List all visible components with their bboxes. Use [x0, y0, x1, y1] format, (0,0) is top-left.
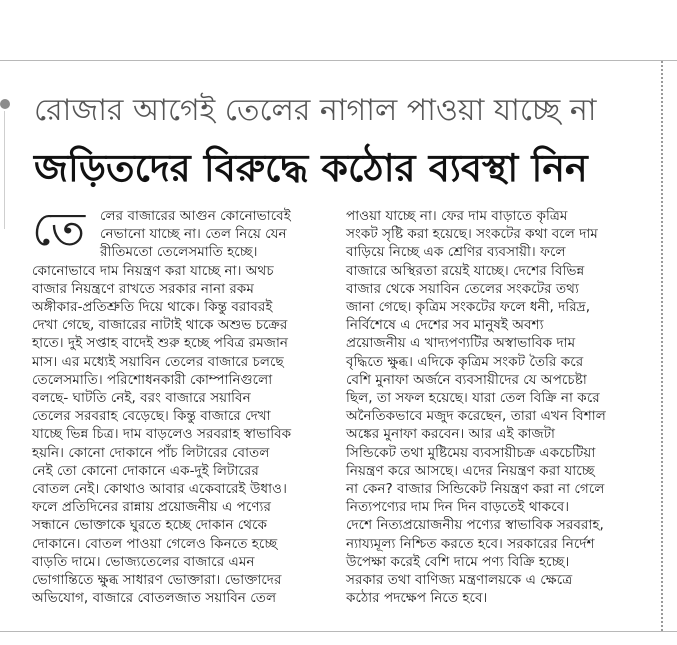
- text-line: বোতল নেই। কোথাও আবার একেবারেই উধাও।: [32, 481, 287, 498]
- text-line: দোকানে। বোতল পাওয়া গেলেও কিনতে হচ্ছে: [32, 535, 278, 552]
- text-line: যাচ্ছে ভিন্ন চিত্র। দাম বাড়লেও সরবরাহ স্বাভাবিক: [32, 426, 292, 443]
- text-line: অঙ্গীকার-প্রতিশ্রুতি দিয়ে থাকে। কিন্তু বরাবরই: [32, 299, 273, 316]
- text-line: ছিল, তা সফল হয়েছে। যারা তেল বিক্রি না করে: [346, 390, 600, 407]
- text-line: বাজারে অস্থিরতা রয়েই যাচ্ছে। দেশের বিভিন্ন: [346, 262, 585, 279]
- text-line: বাড়িয়ে নিচ্ছে এক শ্রেণির ব্যবসায়ী। ফলে: [346, 244, 566, 261]
- kicker-headline: রোজার আগেই তেলের নাগাল পাওয়া যাচ্ছে না: [34, 93, 597, 128]
- text-line: দেখা গেছে, বাজারের নাটাই থাকে অশুভ চক্রের: [32, 317, 288, 334]
- text-line: লের বাজারের আগুন কোনোভাবেই: [100, 208, 291, 224]
- text-line: ন্যায্যমূল্য নিশ্চিত করতে হবে। সরকারের নির্দেশ: [346, 535, 595, 552]
- text-line: প্রয়োজনীয় এ খাদ্যপণ্যটির অস্বাভাবিক দাম: [346, 335, 576, 352]
- text-line: বাজার নিয়ন্ত্রণে রাখতে সরকার নানা রকম: [32, 280, 254, 297]
- text-line: সন্ধানে ভোক্তাকে ঘুরতে হচ্ছে দোকান থেকে: [32, 517, 268, 534]
- article-column-right: [346, 207, 646, 607]
- text-line: দেশে নিত্যপ্রয়োজনীয় পণ্যের স্বাভাবিক সরবরাহ,: [346, 517, 604, 534]
- text-line: সরকার তথা বাণিজ্য মন্ত্রণালয়কে এ ক্ষেত্রে: [346, 572, 573, 589]
- text-line: মাস। এর মধ্যেই সয়াবিন তেলের বাজারে চলছে: [32, 353, 284, 370]
- text-line: ভোগান্তিতে ক্ষুব্ধ সাধারণ ভোক্তারা। ভোক্তাদের: [32, 572, 282, 589]
- text-line: পাওয়া যাচ্ছে না। ফের দাম বাড়াতে কৃত্রিম: [346, 208, 568, 224]
- text-line: কোনোভাবে দাম নিয়ন্ত্রণ করা যাচ্ছে না। অথচ: [32, 262, 274, 279]
- bullet-dot-icon: [0, 99, 10, 109]
- text-line: হাতে। দুই সপ্তাহ বাদেই শুরু হচ্ছে পবিত্র রমজান: [32, 335, 289, 352]
- text-line: ফলে প্রতিদিনের রান্নায় প্রয়োজনীয় এ পণ্যের: [32, 499, 271, 516]
- clipping-right-border: [661, 61, 663, 631]
- text-line: রীতিমতো তেলেসমাতি হচ্ছে।: [100, 244, 258, 261]
- text-line: নিত্যপণ্যের দাম দিন দিন বাড়তেই থাকবে।: [346, 499, 570, 516]
- text-line: সংকট সৃষ্টি করা হয়েছে। সংকটের কথা বলে দাম: [346, 226, 598, 243]
- text-line: অঙ্কের মুনাফা করবেন। আর এই কাজটা: [346, 426, 555, 443]
- text-line: বাজার থেকে সয়াবিন তেলের সংকটের তথ্য: [346, 280, 579, 297]
- text-line: নেই তো কোনো দোকানে এক-দুই লিটারের: [32, 462, 259, 479]
- text-line: অভিযোগ, বাজারে বোতলজাত সয়াবিন তেল: [32, 590, 277, 607]
- text-line: অনৈতিকভাবে মজুদ করেছেন, তারা এখন বিশাল: [346, 408, 606, 425]
- text-line: সিন্ডিকেট তথা মুষ্টিমেয় ব্যবসায়ীচক্র একচেটিয়া: [346, 444, 596, 461]
- text-line: উপেক্ষা করেই বেশি দামে পণ্য বিক্রি হচ্ছে।: [346, 553, 570, 570]
- text-line: তেলের সরবরাহ বেড়েছে। কিন্তু বাজারে দেখা: [32, 408, 271, 425]
- text-line: কঠোর পদক্ষেপ নিতে হবে।: [346, 590, 488, 607]
- text-line: না কেন? বাজার সিন্ডিকেট নিয়ন্ত্রণ করা না গেলে: [346, 481, 605, 498]
- text-line: জানা গেছে। কৃত্রিম সংকটের ফলে ধনী, দরিদ্র,: [346, 299, 591, 316]
- drop-cap: তে: [32, 202, 86, 256]
- article-column-left: [32, 202, 328, 607]
- newspaper-clipping: [0, 60, 677, 632]
- text-line: নেভানো যাচ্ছে না। তেল নিয়ে যেন: [100, 226, 287, 243]
- text-line: নির্বিশেষে এ দেশের সব মানুষই অবশ্য: [346, 317, 544, 334]
- main-headline: জড়িতদের বিরুদ্ধে কঠোর ব্যবস্থা নিন: [34, 145, 588, 190]
- text-line: বলছে- ঘাটতি নেই, বরং বাজারে সয়াবিন: [32, 390, 251, 407]
- text-line: বৃদ্ধিতে ক্ষুব্ধ। এদিকে কৃত্রিম সংকট তৈরি করে: [346, 353, 584, 370]
- text-line: বেশি মুনাফা অর্জনে ব্যবসায়ীদের যে অপচেষ্টা: [346, 371, 587, 388]
- text-line: বাড়তি দামে। ভোজ্যতেলের বাজারে এমন: [32, 553, 255, 570]
- text-line: নিয়ন্ত্রণ করে আসছে। এদের নিয়ন্ত্রণ করা যাচ্ছে: [346, 462, 595, 479]
- vertical-rule: [4, 111, 5, 229]
- text-line: হয়নি। কোনো দোকানে পাঁচ লিটারের বোতল: [32, 444, 270, 461]
- text-line: তেলেসমাতি। পরিশোধনকারী কোম্পানিগুলো: [32, 371, 273, 388]
